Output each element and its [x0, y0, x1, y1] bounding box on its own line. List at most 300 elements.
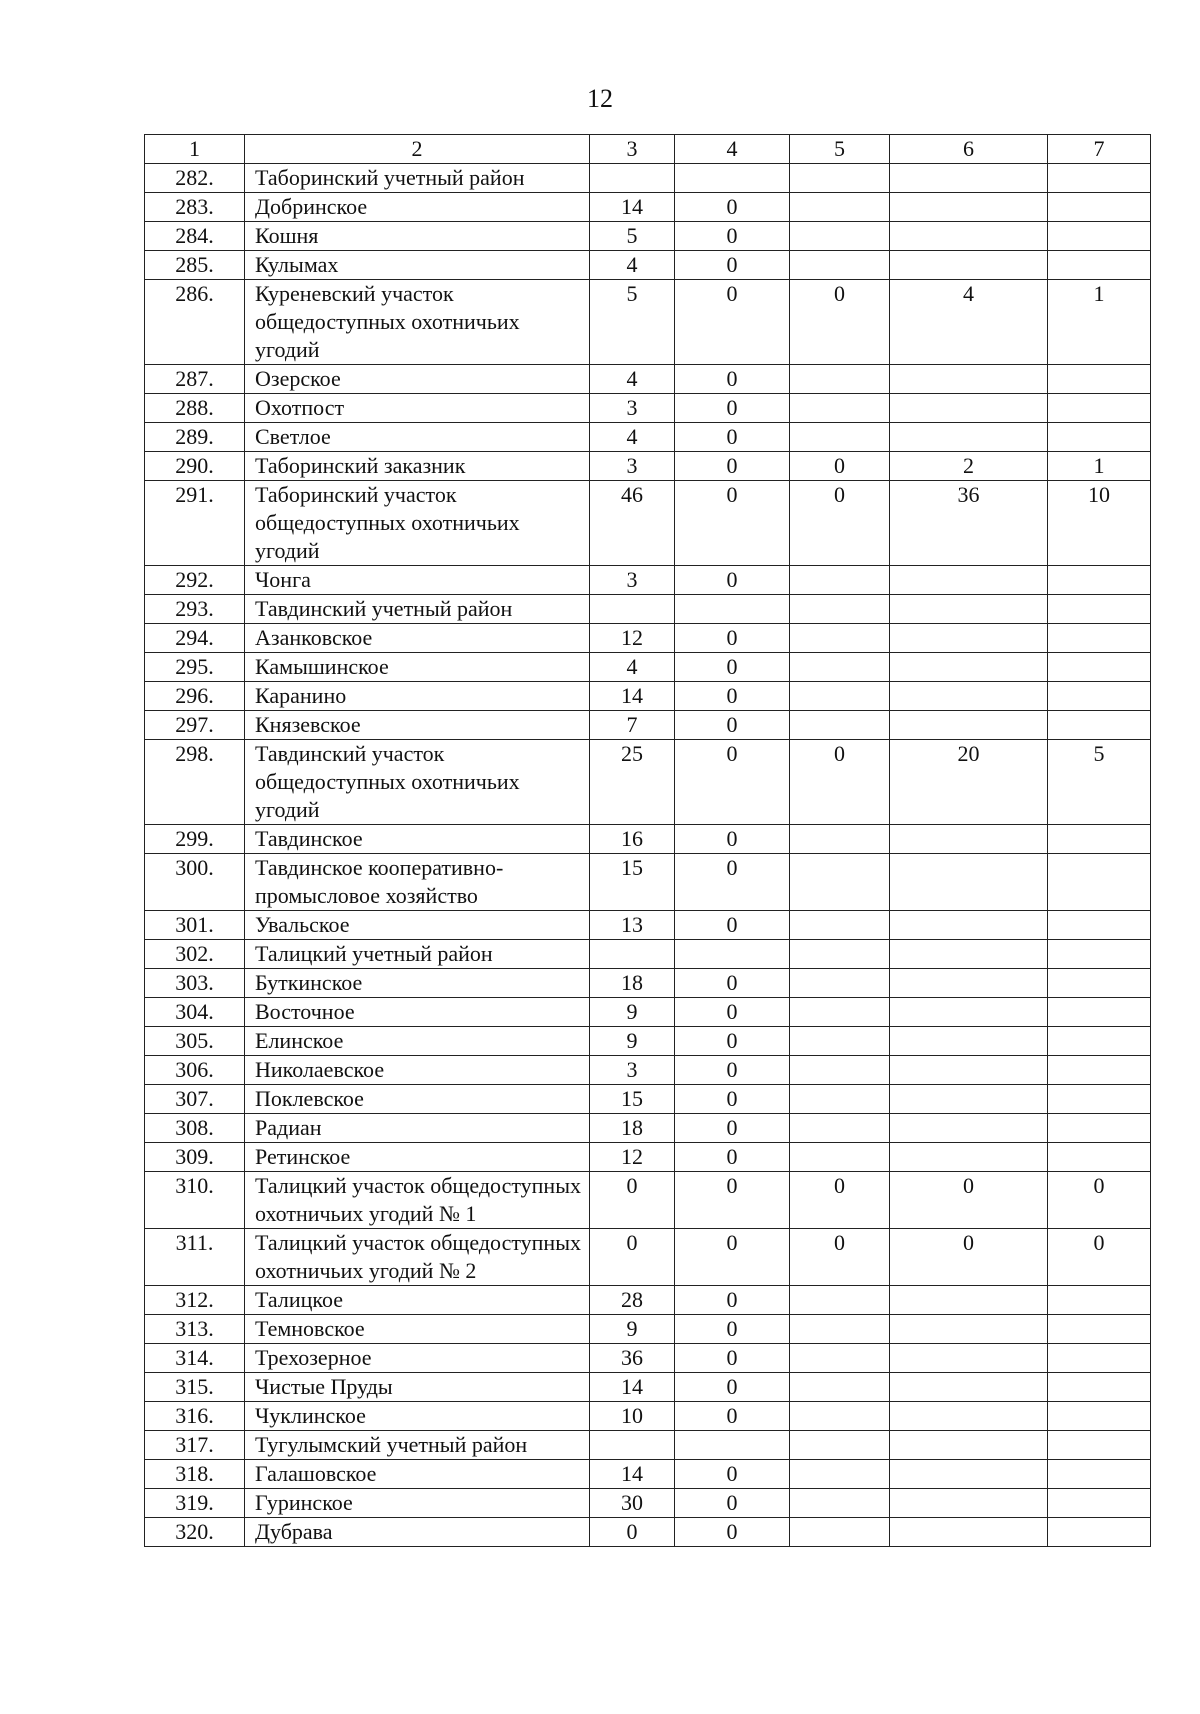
table-row	[145, 595, 1151, 624]
row-name: Дубрава	[245, 1518, 590, 1547]
table-row	[145, 740, 1151, 825]
col-3-value: 7	[590, 711, 675, 740]
table-row	[145, 969, 1151, 998]
col-6-value	[890, 624, 1048, 653]
row-number: 320.	[145, 1518, 245, 1547]
col-4-value: 0	[675, 1402, 790, 1431]
table-row	[145, 1315, 1151, 1344]
table-row	[145, 251, 1151, 280]
col-7-value	[1048, 365, 1151, 394]
col-6-value	[890, 653, 1048, 682]
table-row	[145, 1056, 1151, 1085]
col-5-value	[790, 566, 890, 595]
col-6-value: 0	[890, 1229, 1048, 1286]
row-name: Елинское	[245, 1027, 590, 1056]
col-5-value	[790, 911, 890, 940]
col-3-value: 30	[590, 1489, 675, 1518]
col-3-value: 3	[590, 1056, 675, 1085]
header-col-5: 5	[790, 135, 890, 164]
col-4-value: 0	[675, 682, 790, 711]
header-col-2: 2	[245, 135, 590, 164]
col-7-value	[1048, 222, 1151, 251]
col-6-value: 2	[890, 452, 1048, 481]
col-3-value: 9	[590, 998, 675, 1027]
col-7-value	[1048, 825, 1151, 854]
col-3-value: 18	[590, 969, 675, 998]
page-number: 12	[587, 84, 613, 113]
table-row	[145, 940, 1151, 969]
col-4-value: 0	[675, 193, 790, 222]
col-7-value: 1	[1048, 280, 1151, 365]
col-6-value	[890, 251, 1048, 280]
row-number: 310.	[145, 1172, 245, 1229]
col-3-value: 46	[590, 481, 675, 566]
col-3-value: 4	[590, 251, 675, 280]
col-4-value	[675, 595, 790, 624]
col-6-value	[890, 1114, 1048, 1143]
row-name: Талицкое	[245, 1286, 590, 1315]
table-header-row	[145, 135, 1151, 164]
col-3-value: 3	[590, 394, 675, 423]
col-7-value	[1048, 1344, 1151, 1373]
col-7-value	[1048, 251, 1151, 280]
col-6-value	[890, 566, 1048, 595]
row-name: Таборинский учетный район	[245, 164, 590, 193]
col-5-value	[790, 1431, 890, 1460]
col-4-value: 0	[675, 1027, 790, 1056]
row-name: Буткинское	[245, 969, 590, 998]
col-6-value	[890, 1056, 1048, 1085]
col-7-value	[1048, 1056, 1151, 1085]
table-row	[145, 1344, 1151, 1373]
table-row	[145, 911, 1151, 940]
col-3-value: 15	[590, 1085, 675, 1114]
col-4-value: 0	[675, 1489, 790, 1518]
col-3-value: 3	[590, 452, 675, 481]
col-4-value: 0	[675, 711, 790, 740]
table-row	[145, 222, 1151, 251]
row-name: Чистые Пруды	[245, 1373, 590, 1402]
col-6-value	[890, 998, 1048, 1027]
row-number: 319.	[145, 1489, 245, 1518]
row-number: 302.	[145, 940, 245, 969]
row-name: Камышинское	[245, 653, 590, 682]
col-6-value	[890, 1402, 1048, 1431]
col-5-value	[790, 969, 890, 998]
row-number: 291.	[145, 481, 245, 566]
row-number: 297.	[145, 711, 245, 740]
table-row	[145, 711, 1151, 740]
header-col-4: 4	[675, 135, 790, 164]
col-5-value: 0	[790, 740, 890, 825]
table-row	[145, 1402, 1151, 1431]
col-7-value	[1048, 653, 1151, 682]
col-3-value: 0	[590, 1518, 675, 1547]
col-3-value: 9	[590, 1027, 675, 1056]
row-name: Увальское	[245, 911, 590, 940]
col-7-value	[1048, 1402, 1151, 1431]
col-3-value: 5	[590, 222, 675, 251]
col-3-value: 0	[590, 1172, 675, 1229]
col-5-value	[790, 595, 890, 624]
row-number: 317.	[145, 1431, 245, 1460]
col-6-value	[890, 940, 1048, 969]
col-4-value: 0	[675, 1143, 790, 1172]
col-4-value: 0	[675, 1518, 790, 1547]
table-row	[145, 854, 1151, 911]
col-7-value	[1048, 423, 1151, 452]
col-7-value: 0	[1048, 1229, 1151, 1286]
row-name: Трехозерное	[245, 1344, 590, 1373]
col-6-value	[890, 1315, 1048, 1344]
col-7-value	[1048, 969, 1151, 998]
row-number: 313.	[145, 1315, 245, 1344]
row-number: 282.	[145, 164, 245, 193]
table-row	[145, 624, 1151, 653]
row-number: 301.	[145, 911, 245, 940]
col-5-value: 0	[790, 1229, 890, 1286]
col-7-value	[1048, 566, 1151, 595]
row-number: 312.	[145, 1286, 245, 1315]
row-number: 284.	[145, 222, 245, 251]
col-6-value	[890, 682, 1048, 711]
row-number: 308.	[145, 1114, 245, 1143]
col-5-value	[790, 1344, 890, 1373]
col-4-value: 0	[675, 452, 790, 481]
table-row	[145, 481, 1151, 566]
row-number: 305.	[145, 1027, 245, 1056]
col-5-value	[790, 1460, 890, 1489]
table-row	[145, 1489, 1151, 1518]
col-6-value	[890, 1431, 1048, 1460]
col-5-value	[790, 1518, 890, 1547]
col-3-value: 5	[590, 280, 675, 365]
col-3-value: 10	[590, 1402, 675, 1431]
row-number: 298.	[145, 740, 245, 825]
row-name: Чуклинское	[245, 1402, 590, 1431]
col-7-value	[1048, 1431, 1151, 1460]
col-7-value	[1048, 1143, 1151, 1172]
col-7-value	[1048, 193, 1151, 222]
row-name: Радиан	[245, 1114, 590, 1143]
col-6-value: 0	[890, 1172, 1048, 1229]
col-5-value	[790, 711, 890, 740]
table-row	[145, 1172, 1151, 1229]
row-name: Таборинский участок общедоступных охотничьих угодий	[245, 481, 590, 566]
row-number: 289.	[145, 423, 245, 452]
col-7-value	[1048, 940, 1151, 969]
row-name: Поклевское	[245, 1085, 590, 1114]
col-7-value	[1048, 1085, 1151, 1114]
table-row	[145, 394, 1151, 423]
col-3-value	[590, 164, 675, 193]
row-number: 318.	[145, 1460, 245, 1489]
col-3-value: 16	[590, 825, 675, 854]
col-6-value: 20	[890, 740, 1048, 825]
col-6-value	[890, 423, 1048, 452]
row-name: Таборинский заказник	[245, 452, 590, 481]
row-name: Темновское	[245, 1315, 590, 1344]
col-5-value: 0	[790, 481, 890, 566]
col-6-value	[890, 1027, 1048, 1056]
col-5-value: 0	[790, 452, 890, 481]
row-name: Кошня	[245, 222, 590, 251]
col-4-value: 0	[675, 1085, 790, 1114]
col-5-value	[790, 1114, 890, 1143]
col-6-value	[890, 911, 1048, 940]
row-number: 303.	[145, 969, 245, 998]
row-number: 306.	[145, 1056, 245, 1085]
row-number: 314.	[145, 1344, 245, 1373]
col-3-value	[590, 1431, 675, 1460]
row-name: Добринское	[245, 193, 590, 222]
row-name: Тугулымский учетный район	[245, 1431, 590, 1460]
row-number: 304.	[145, 998, 245, 1027]
col-3-value: 28	[590, 1286, 675, 1315]
col-3-value: 36	[590, 1344, 675, 1373]
col-5-value	[790, 940, 890, 969]
col-4-value: 0	[675, 911, 790, 940]
col-4-value: 0	[675, 1315, 790, 1344]
col-3-value: 4	[590, 653, 675, 682]
col-5-value: 0	[790, 280, 890, 365]
table-row	[145, 423, 1151, 452]
col-7-value	[1048, 1114, 1151, 1143]
col-5-value: 0	[790, 1172, 890, 1229]
table-row	[145, 653, 1151, 682]
col-7-value	[1048, 1286, 1151, 1315]
row-number: 287.	[145, 365, 245, 394]
col-4-value: 0	[675, 365, 790, 394]
row-name: Талицкий учетный район	[245, 940, 590, 969]
col-4-value: 0	[675, 251, 790, 280]
col-6-value	[890, 711, 1048, 740]
row-number: 311.	[145, 1229, 245, 1286]
row-name: Ретинское	[245, 1143, 590, 1172]
row-number: 294.	[145, 624, 245, 653]
col-6-value	[890, 193, 1048, 222]
table-row	[145, 1143, 1151, 1172]
col-3-value: 0	[590, 1229, 675, 1286]
col-6-value	[890, 1373, 1048, 1402]
col-6-value	[890, 854, 1048, 911]
col-6-value	[890, 1085, 1048, 1114]
table-row	[145, 1114, 1151, 1143]
col-7-value: 1	[1048, 452, 1151, 481]
col-7-value	[1048, 595, 1151, 624]
table-row	[145, 1373, 1151, 1402]
table-row	[145, 1518, 1151, 1547]
col-5-value	[790, 1373, 890, 1402]
col-4-value: 0	[675, 740, 790, 825]
col-4-value: 0	[675, 222, 790, 251]
col-6-value	[890, 222, 1048, 251]
col-3-value: 12	[590, 624, 675, 653]
col-6-value	[890, 595, 1048, 624]
col-7-value	[1048, 394, 1151, 423]
col-3-value: 9	[590, 1315, 675, 1344]
col-6-value	[890, 969, 1048, 998]
table-row	[145, 193, 1151, 222]
col-4-value	[675, 940, 790, 969]
col-7-value	[1048, 1027, 1151, 1056]
col-6-value	[890, 365, 1048, 394]
col-4-value: 0	[675, 1229, 790, 1286]
col-3-value: 25	[590, 740, 675, 825]
table-row	[145, 280, 1151, 365]
col-4-value: 0	[675, 1344, 790, 1373]
col-7-value: 0	[1048, 1172, 1151, 1229]
col-7-value	[1048, 1460, 1151, 1489]
col-7-value	[1048, 1489, 1151, 1518]
col-4-value: 0	[675, 854, 790, 911]
col-3-value	[590, 595, 675, 624]
col-7-value: 10	[1048, 481, 1151, 566]
table-row	[145, 682, 1151, 711]
col-5-value	[790, 1315, 890, 1344]
row-number: 285.	[145, 251, 245, 280]
col-7-value	[1048, 1315, 1151, 1344]
col-4-value: 0	[675, 481, 790, 566]
header-col-7: 7	[1048, 135, 1151, 164]
col-5-value	[790, 1143, 890, 1172]
row-number: 300.	[145, 854, 245, 911]
col-4-value	[675, 1431, 790, 1460]
col-3-value: 14	[590, 682, 675, 711]
col-7-value	[1048, 998, 1151, 1027]
col-5-value	[790, 1402, 890, 1431]
col-3-value: 4	[590, 365, 675, 394]
table-row	[145, 1027, 1151, 1056]
col-5-value	[790, 682, 890, 711]
row-name: Восточное	[245, 998, 590, 1027]
row-name: Князевское	[245, 711, 590, 740]
table-row	[145, 1431, 1151, 1460]
col-6-value	[890, 1143, 1048, 1172]
col-4-value: 0	[675, 1056, 790, 1085]
table-row	[145, 365, 1151, 394]
col-4-value: 0	[675, 566, 790, 595]
col-3-value: 14	[590, 1460, 675, 1489]
col-4-value: 0	[675, 280, 790, 365]
col-3-value: 12	[590, 1143, 675, 1172]
col-4-value: 0	[675, 969, 790, 998]
row-number: 292.	[145, 566, 245, 595]
row-name: Чонга	[245, 566, 590, 595]
col-5-value	[790, 193, 890, 222]
header-col-3: 3	[590, 135, 675, 164]
col-6-value: 36	[890, 481, 1048, 566]
col-5-value	[790, 1027, 890, 1056]
col-3-value: 14	[590, 193, 675, 222]
col-3-value: 15	[590, 854, 675, 911]
col-6-value	[890, 1344, 1048, 1373]
col-6-value: 4	[890, 280, 1048, 365]
col-3-value: 4	[590, 423, 675, 452]
table-row	[145, 452, 1151, 481]
col-7-value	[1048, 164, 1151, 193]
col-5-value	[790, 825, 890, 854]
col-7-value	[1048, 682, 1151, 711]
col-5-value	[790, 1085, 890, 1114]
col-7-value	[1048, 911, 1151, 940]
col-3-value: 13	[590, 911, 675, 940]
col-4-value: 0	[675, 394, 790, 423]
col-3-value: 14	[590, 1373, 675, 1402]
row-number: 309.	[145, 1143, 245, 1172]
row-number: 283.	[145, 193, 245, 222]
table-row	[145, 566, 1151, 595]
row-name: Куреневский участок общедоступных охотничьих угодий	[245, 280, 590, 365]
row-number: 288.	[145, 394, 245, 423]
col-5-value	[790, 1489, 890, 1518]
table-row	[145, 1286, 1151, 1315]
col-4-value	[675, 164, 790, 193]
row-number: 315.	[145, 1373, 245, 1402]
data-table	[144, 134, 1151, 1547]
col-7-value	[1048, 711, 1151, 740]
col-6-value	[890, 825, 1048, 854]
col-5-value	[790, 1056, 890, 1085]
col-4-value: 0	[675, 1460, 790, 1489]
row-number: 299.	[145, 825, 245, 854]
col-4-value: 0	[675, 1373, 790, 1402]
col-5-value	[790, 998, 890, 1027]
table-row	[145, 998, 1151, 1027]
row-name: Тавдинский учетный район	[245, 595, 590, 624]
row-name: Галашовское	[245, 1460, 590, 1489]
row-number: 296.	[145, 682, 245, 711]
col-5-value	[790, 624, 890, 653]
row-name: Николаевское	[245, 1056, 590, 1085]
col-4-value: 0	[675, 825, 790, 854]
col-5-value	[790, 653, 890, 682]
col-5-value	[790, 365, 890, 394]
col-5-value	[790, 251, 890, 280]
col-5-value	[790, 394, 890, 423]
row-number: 286.	[145, 280, 245, 365]
row-number: 295.	[145, 653, 245, 682]
col-6-value	[890, 1460, 1048, 1489]
col-4-value: 0	[675, 1114, 790, 1143]
col-5-value	[790, 222, 890, 251]
row-name: Тавдинское кооперативно-промысловое хозяйство	[245, 854, 590, 911]
table-row	[145, 164, 1151, 193]
row-name: Озерское	[245, 365, 590, 394]
table-body	[145, 135, 1151, 1547]
col-7-value	[1048, 854, 1151, 911]
table-row	[145, 1229, 1151, 1286]
row-name: Талицкий участок общедоступных охотничьих угодий № 2	[245, 1229, 590, 1286]
table-row	[145, 1460, 1151, 1489]
header-col-1: 1	[145, 135, 245, 164]
col-7-value	[1048, 624, 1151, 653]
col-7-value	[1048, 1518, 1151, 1547]
row-name: Азанковское	[245, 624, 590, 653]
col-3-value: 3	[590, 566, 675, 595]
row-name: Кулымах	[245, 251, 590, 280]
row-name: Тавдинское	[245, 825, 590, 854]
row-number: 307.	[145, 1085, 245, 1114]
col-7-value	[1048, 1373, 1151, 1402]
row-number: 316.	[145, 1402, 245, 1431]
col-3-value: 18	[590, 1114, 675, 1143]
col-6-value	[890, 394, 1048, 423]
col-5-value	[790, 423, 890, 452]
col-4-value: 0	[675, 1172, 790, 1229]
row-name: Светлое	[245, 423, 590, 452]
col-6-value	[890, 1286, 1048, 1315]
